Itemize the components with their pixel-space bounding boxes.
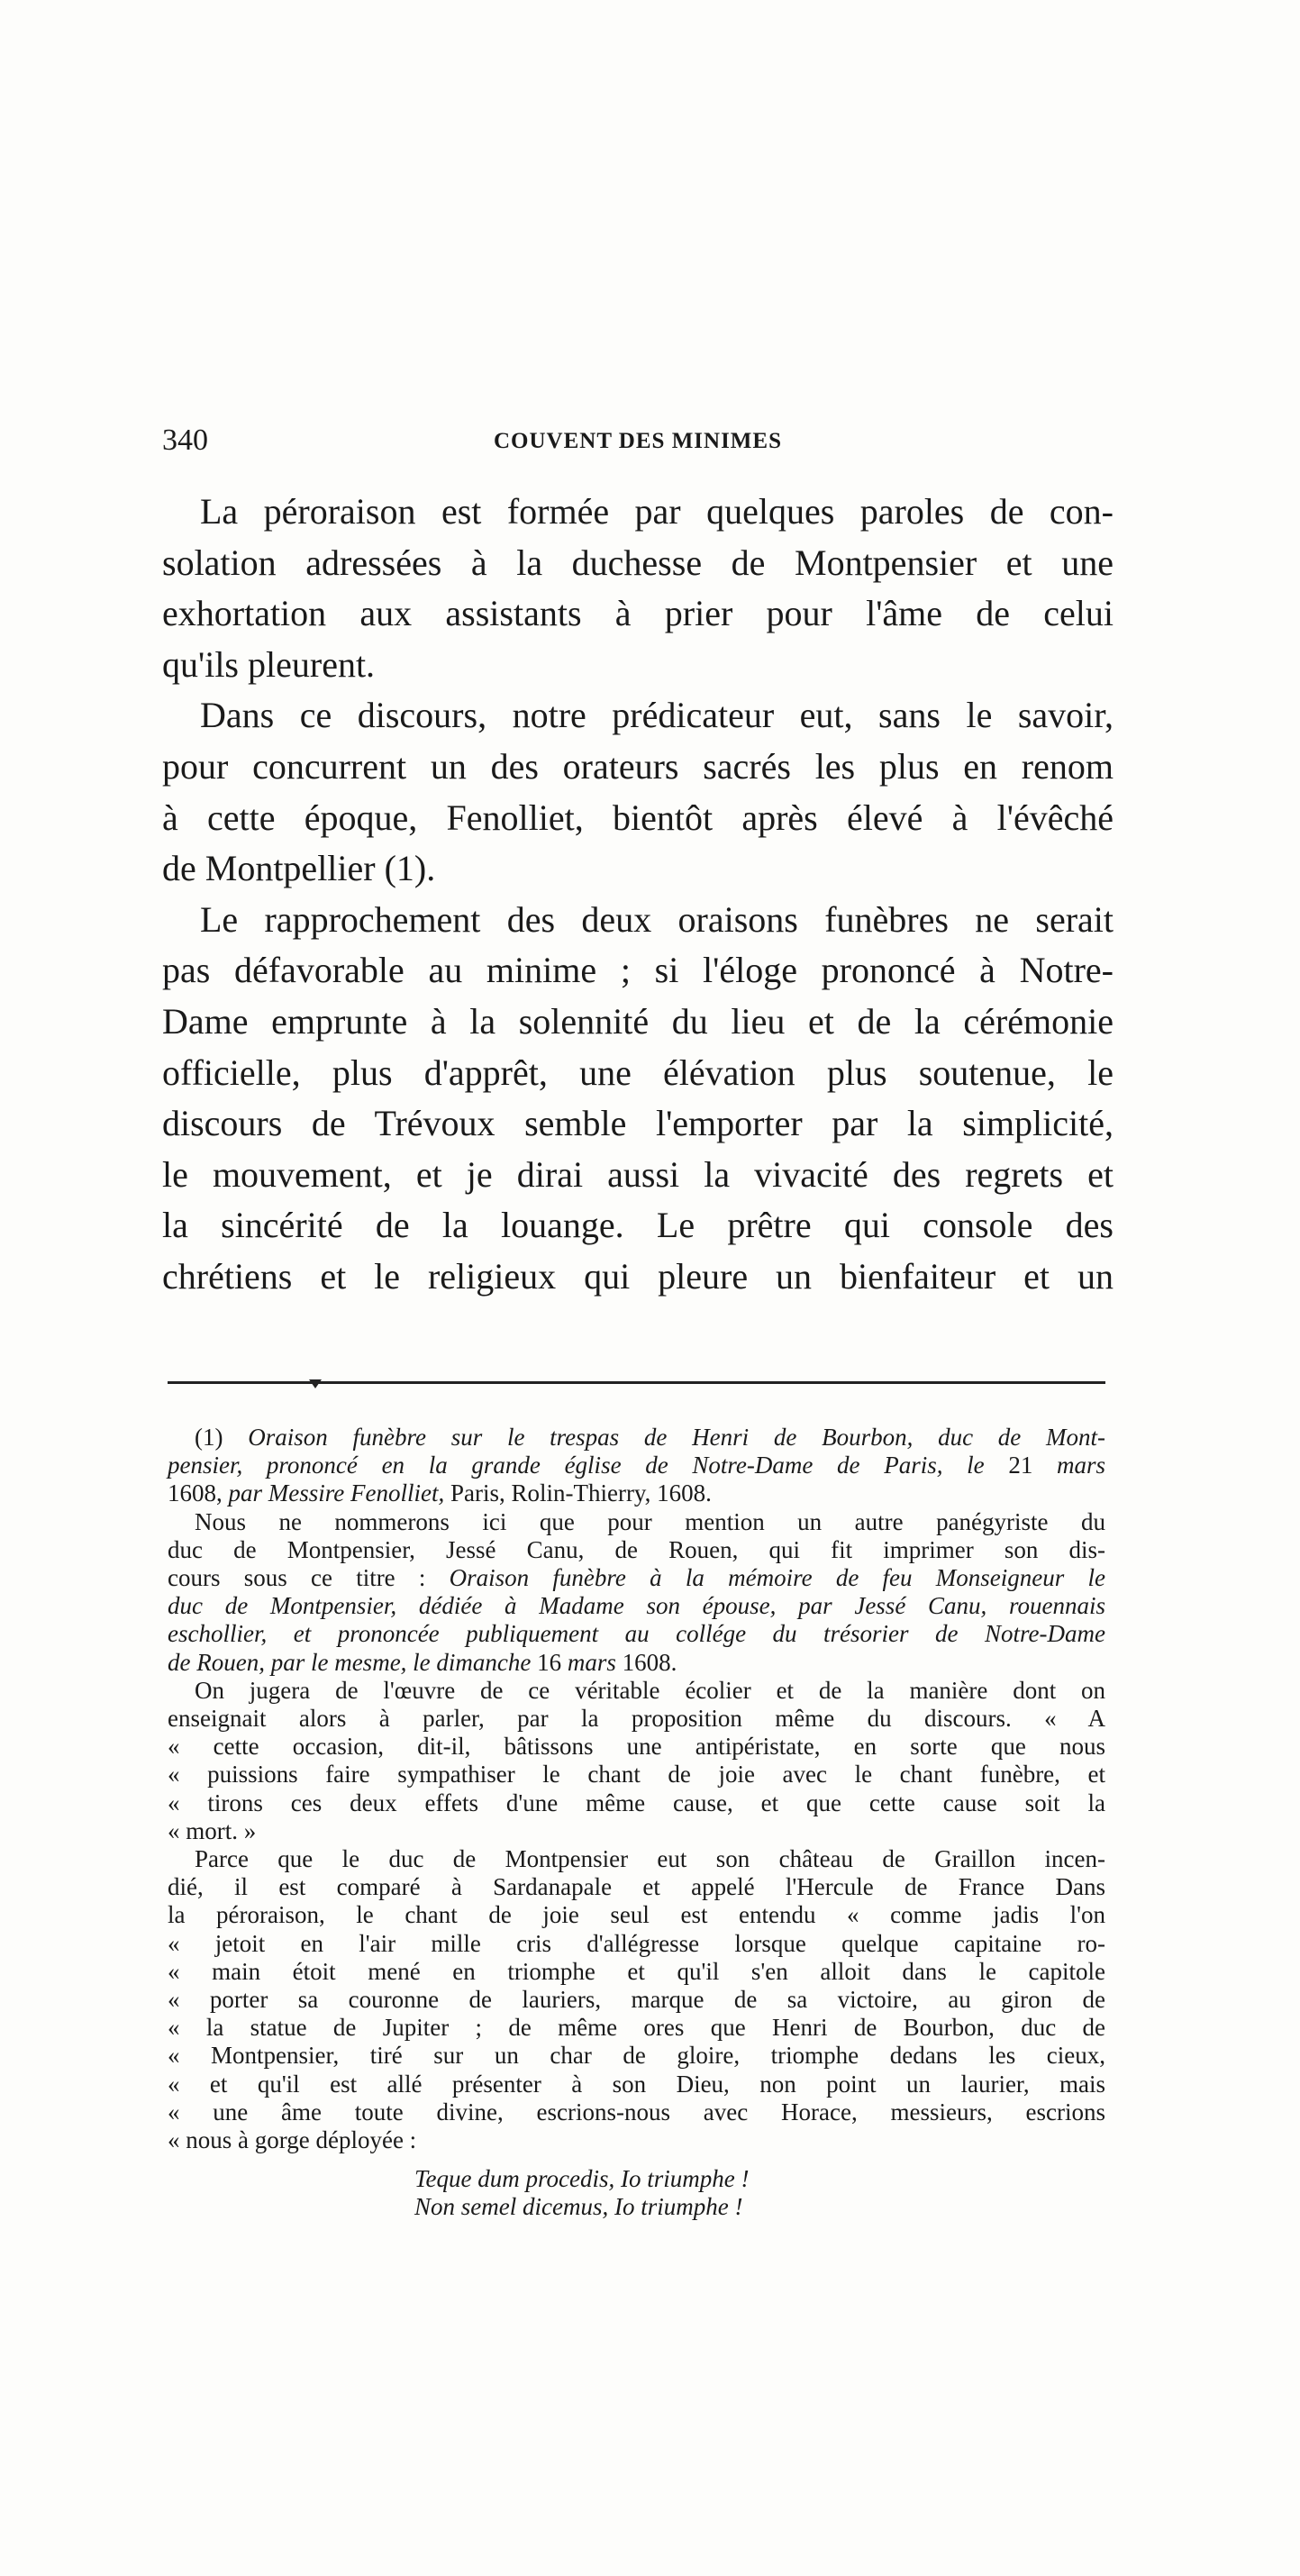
footnote-line: [168, 1424, 1105, 1452]
italic-text: eschollier, et prononcée publiquement au collége du trésorier de Notre-Dame: [168, 1620, 1105, 1648]
text-line: officielle, plus d'apprêt, une élévation plus soutenue, le: [162, 1051, 1114, 1093]
footnote-line: [168, 1677, 1105, 1705]
footnote-line: [168, 1620, 1105, 1648]
page-number: 340: [162, 423, 208, 457]
text: Nous ne nommerons ici que pour mention un autre panégyriste du: [195, 1507, 1105, 1535]
text-line: la sincérité de la louange. Le prêtre qui console des: [162, 1205, 1114, 1246]
text-line: discours de Trévoux semble l'emporter par la simplicité,: [162, 1103, 1114, 1144]
paragraph: [162, 895, 1114, 1303]
italic-text: Oraison funèbre sur le trespas de Henri de Bourbon, duc de Mont-: [248, 1424, 1106, 1451]
footnote-line: [168, 1845, 1105, 1873]
footnote-line: [168, 1479, 1105, 1507]
footnote-line: [168, 1649, 1105, 1677]
text: « puissions faire sympathiser le chant de joie avec le chant funèbre, et: [168, 1761, 1105, 1789]
footnote-line: [168, 2098, 1105, 2126]
text: « main étoit mené en triomphe et qu'il s'en alloit dans le capitole: [168, 1957, 1105, 1985]
text: Parce que le duc de Montpensier eut son château de Graillon incen-: [195, 1845, 1105, 1873]
text: 1608,: [168, 1479, 229, 1507]
text: « une âme toute divine, escrions-nous avec Horace, messieurs, escrions: [168, 2098, 1105, 2125]
footnote-paragraph: [168, 1508, 1105, 1677]
italic-text: mars: [567, 1648, 623, 1676]
footnote-paragraph: [168, 1677, 1105, 1845]
text: enseignait alors à parler, par la proposition même du discours. « A: [168, 1705, 1105, 1733]
text: « nous à gorge déployée :: [168, 2126, 417, 2154]
italic-text: mars: [1057, 1452, 1106, 1479]
text: « porter sa couronne de lauriers, marque de sa victoire, au giron de: [168, 1986, 1105, 2014]
footnote-line: [168, 1873, 1105, 1901]
footnote-paragraph: [168, 1845, 1105, 2154]
text-line: La péroraison est formée par quelques paroles de con-: [200, 491, 1114, 532]
text: dié, il est comparé à Sardanapale et appelé l'Hercule de France Dans: [168, 1873, 1105, 1901]
footnote-line: [168, 1536, 1105, 1564]
footnote-line: [168, 1452, 1105, 1479]
footnote-line: [168, 1592, 1105, 1620]
text: 21: [1008, 1452, 1057, 1479]
footnote-line: [168, 2014, 1105, 2042]
text: Paris, Rolin-Thierry, 1608.: [444, 1479, 712, 1507]
footnote-line: [168, 2042, 1105, 2070]
verse-line: Non semel dicemus, Io triumphe !: [414, 2193, 743, 2221]
text-line: de Montpellier (1).: [162, 848, 436, 889]
footnote-line: [168, 1901, 1105, 1929]
running-title: COUVENT DES MINIMES: [494, 429, 782, 453]
italic-text: Oraison funèbre à la mémoire de feu Monseigneur le: [449, 1564, 1105, 1592]
italic-text: pensier, prononcé en la grande église de Notre-Dame de Paris, le: [168, 1452, 1009, 1479]
italic-text: de Rouen, par le mesme, le dimanche: [168, 1648, 538, 1676]
footnote-line: [168, 1508, 1105, 1536]
text: 16: [537, 1648, 568, 1676]
text-line: solation adressées à la duchesse de Montpensier et une: [162, 542, 1114, 583]
body-text: [162, 487, 1114, 1303]
text: « jetoit en l'air mille cris d'allégresse lorsque quelque capitaine ro-: [168, 1929, 1105, 1957]
footnote-line: [168, 1761, 1105, 1789]
footnote-line: [168, 1930, 1105, 1958]
text-line: chrétiens et le religieux qui pleure un bienfaiteur et un: [162, 1255, 1114, 1297]
text-line: qu'ils pleurent.: [162, 643, 376, 685]
verse-line: Teque dum procedis, Io triumphe !: [414, 2165, 750, 2193]
text-line: à cette époque, Fenolliet, bientôt après élevé à l'évêché: [162, 796, 1114, 838]
footnote-line: [168, 1789, 1105, 1817]
footnote-line: [168, 2126, 1105, 2154]
text: « la statue de Jupiter ; de même ores que Henri de Bourbon, duc de: [168, 2014, 1105, 2042]
text-line: pour concurrent un des orateurs sacrés les plus en renom: [162, 745, 1114, 787]
footnote-line: [168, 1958, 1105, 1986]
text-line: pas défavorable au minime ; si l'éloge prononcé à Notre-: [162, 950, 1114, 991]
footnote-line: [168, 1986, 1105, 2014]
footnotes: [168, 1424, 1105, 2222]
footnote-line: [168, 2071, 1105, 2098]
text: cours sous ce titre :: [168, 1564, 450, 1592]
footnote-line: [168, 1817, 1105, 1845]
text: « tirons ces deux effets d'une même cause, et que cette cause soit la: [168, 1789, 1105, 1816]
text: « mort. »: [168, 1816, 257, 1844]
italic-text: par Messire Fenolliet,: [228, 1479, 445, 1507]
text-line: exhortation aux assistants à prier pour l'âme de celui: [162, 593, 1114, 634]
paragraph: [162, 487, 1114, 690]
page-header: [162, 423, 1114, 469]
text-line: Le rapprochement des deux oraisons funèbres ne serait: [200, 898, 1114, 940]
text: « Montpensier, tiré sur un char de gloire, triomphe dedans les cieux,: [168, 2042, 1105, 2070]
footnote-line: [168, 1733, 1105, 1761]
rule-mark-icon: [309, 1379, 322, 1388]
text: « cette occasion, dit-il, bâtissons une antipéristate, en sorte que nous: [168, 1733, 1105, 1761]
text: duc de Montpensier, Jessé Canu, de Rouen, qui fit imprimer son dis-: [168, 1535, 1105, 1563]
footnote-line: [168, 1705, 1105, 1733]
text: (1): [195, 1424, 249, 1451]
footnote-paragraph: [168, 1424, 1105, 1508]
text: On jugera de l'œuvre de ce véritable écolier et de la manière dont on: [195, 1676, 1105, 1704]
footnote-line: [168, 1564, 1105, 1592]
text-line: Dans ce discours, notre prédicateur eut, sans le savoir,: [200, 695, 1114, 736]
text: « et qu'il est allé présenter à son Dieu, non point un laurier, mais: [168, 2070, 1105, 2098]
text-line: Dame emprunte à la solennité du lieu et de la cérémonie: [162, 1000, 1114, 1042]
italic-text: duc de Montpensier, dédiée à Madame son épouse, par Jessé Canu, rouennais: [168, 1592, 1105, 1620]
text: la péroraison, le chant de joie seul est entendu « comme jadis l'on: [168, 1901, 1105, 1929]
text-line: le mouvement, et je dirai aussi la vivacité des regrets et: [162, 1153, 1114, 1195]
text: 1608.: [622, 1648, 677, 1676]
paragraph: [162, 690, 1114, 894]
